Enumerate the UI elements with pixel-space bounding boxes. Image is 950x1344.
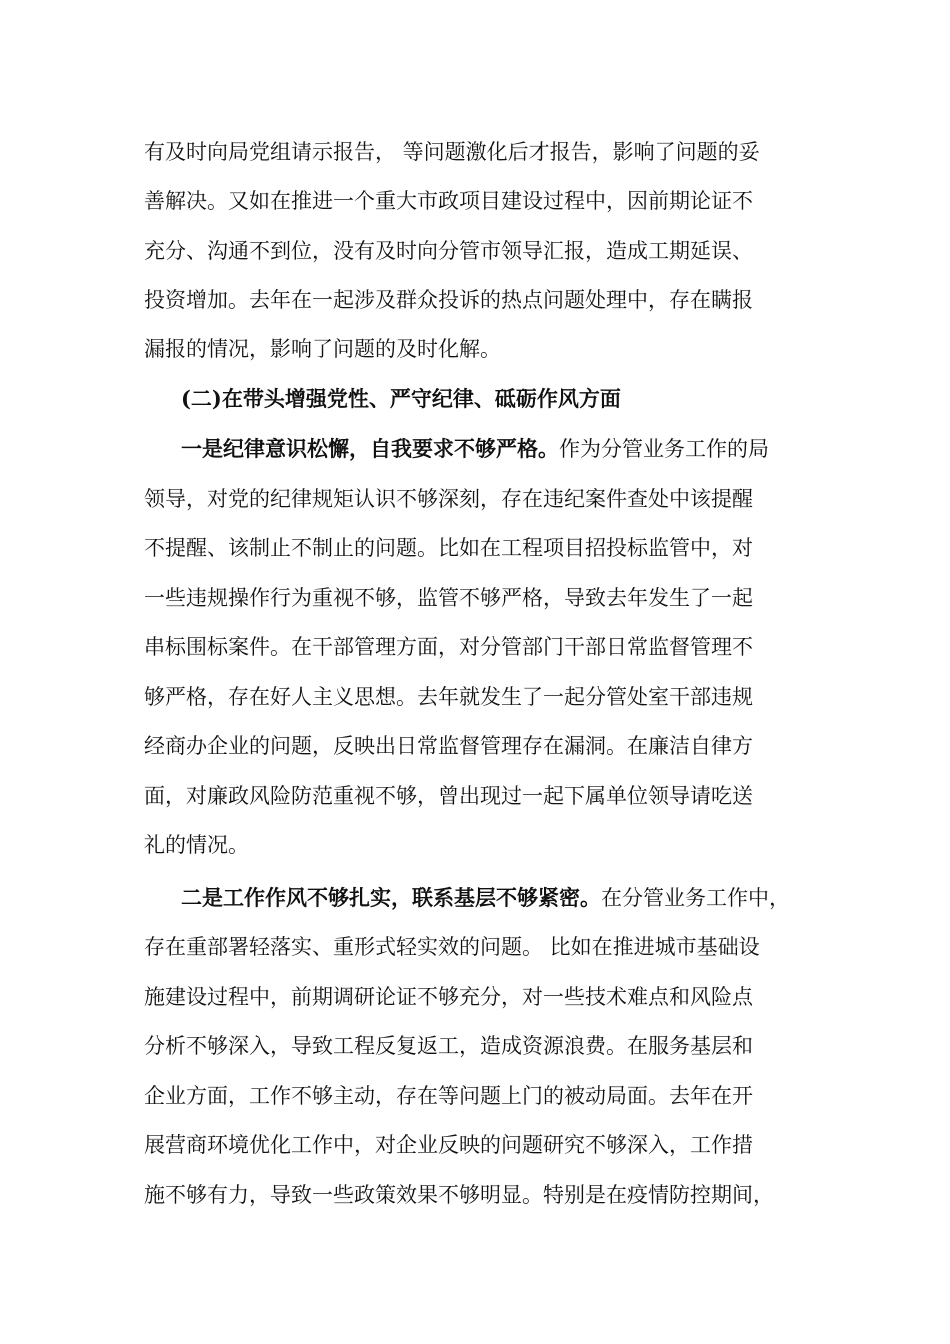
section-heading: (二)在带头增强党性、严守纪律、砥砺作风方面 [181,386,621,411]
paragraph-line: 经商办企业的问题，反映出日常监督管理存在漏洞。在廉洁自律方 [144,734,753,758]
paragraph-line: 善解决。又如在推进一个重大市政项目建设过程中，因前期论证不 [144,189,753,213]
paragraph-first-line [181,883,824,913]
paragraph-line: 施不够有力，导致一些政策效果不够明显。特别是在疫情防控期间， [144,1183,774,1207]
paragraph-text: 在分管业务工作中， [601,886,790,910]
paragraph-line: 礼的情况。 [144,833,249,857]
paragraph-line: 够严格，存在好人主义思想。去年就发生了一起分管处室干部违规 [144,685,753,709]
paragraph-line: 领导，对党的纪律规矩认识不够深刻，存在违纪案件查处中该提醒 [144,487,753,511]
paragraph-line: 施建设过程中，前期调研论证不够充分，对一些技术难点和风险点 [144,985,753,1009]
paragraph-line: 有及时向局党组请示报告， 等问题激化后才报告，影响了问题的妥 [144,140,760,164]
paragraph-line: 串标围标案件。在干部管理方面，对分管部门干部日常监督管理不 [144,635,753,659]
paragraph-text: 作为分管业务工作的局 [559,437,769,461]
paragraph-line: 企业方面，工作不够主动，存在等问题上门的被动局面。去年在开 [144,1084,753,1108]
paragraph-line: 存在重部署轻落实、重形式轻实效的问题。 比如在推进城市基础设 [144,935,760,959]
paragraph-line: 展营商环境优化工作中，对企业反映的问题研究不够深入，工作措 [144,1133,753,1157]
bold-lead: 一是纪律意识松懈，自我要求不够严格。 [181,436,559,461]
paragraph-line: 面，对廉政风险防范重视不够，曾出现过一起下属单位领导请吃送 [144,784,753,808]
paragraph-line: 不提醒、该制止不制止的问题。比如在工程项目招投标监管中，对 [144,536,753,560]
paragraph-line: 分析不够深入，导致工程反复返工，造成资源浪费。在服务基层和 [144,1034,753,1058]
bold-lead: 二是工作作风不够扎实，联系基层不够紧密。 [181,885,601,910]
paragraph-line: 漏报的情况，影响了问题的及时化解。 [144,337,501,361]
paragraph-line: 一些违规操作行为重视不够，监管不够严格，导致去年发生了一起 [144,586,753,610]
paragraph-line: 充分、沟通不到位，没有及时向分管市领导汇报，造成工期延误、 [144,239,753,263]
paragraph-line: 投资增加。去年在一起涉及群众投诉的热点问题处理中，存在瞒报 [144,288,753,312]
paragraph-first-line [181,434,824,464]
